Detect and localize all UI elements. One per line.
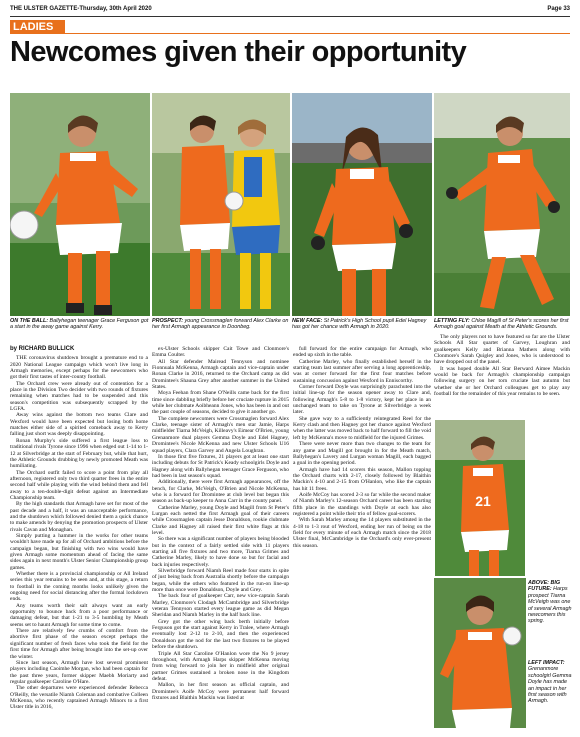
section-label: LADIES xyxy=(10,20,65,34)
article-column-3: full forward for the entire campaign for Armagh, who ended up sixth in the table. Catherine Marley, who finally established herself in the starting team last summer after serving a long apprenticeship, was at corner forward for the first four matches before sustaining concussion against Wexford in Enniscorthy. Corner forward Doyle was surprisingly parachuted into the initial line-up for the season opener away to Clare and, following Armagh's 5-8 to 1-8 victory, kept her place in an unchanged team to take on Tyrone at Silverbridge a week later. She gave way to a sufficiently reintegrated Reel for the Kerry clash and then Hagney got her chance against Wexford when the latter was moved back to half forward to fill the void left by McKenna's move to midfield for the injured Grimes. There were never more than two changes to the team for any game and Magill got brought in for the Meath match, Ballyhegan's Lavery and Lurgan woman Magill, each bagged a goal in the opening period. Armagh have had 14 scorers this season, Mallon topping the Orchard charts with 2-17, closely followed by Blaithin Mackin's 4-10 and 2-15 from O'Hanlon, who like the captain has hit 11 frees. Aoife McCoy has scored 2-3 so far while the second maker of Niamh Marley's 12-season Orchard career has been starting fifth place in the standings with Doyle at each has also registered a point while their trio of fellow goal-scorers. With Sarah Marley among the 14 players substituted in the 4-18 to 1-3 rout of Wexford, ending her run of being on the field for every minute of each Armagh match since the 2018 Ulster final, McCambridge is the Orchard's only ever-present this season. xyxy=(293,346,431,549)
photo-new-face xyxy=(292,93,432,316)
caption-3: NEW FACE: St Patrick's High School pupil Edel Hagney has got her chance with Armagh in 2020. xyxy=(292,318,427,331)
photo-two-players xyxy=(152,93,290,316)
byline: by RICHARD BULLICK xyxy=(10,346,75,352)
article-column-1: by RICHARD BULLICK THE coronavirus shutdown brought a premature end to a 2020 National League campaign which won't live long in Armagh memories, except perhaps for the newcomers who got their first tastes of inter-county football. The Orchard crew were already out of contention for a place in the Division Two decider with two rounds of fixtures remaining when matches had to be suspended and this season's competition was subsequently scrapped by the LGFA. Away wins against the bottom two teams Clare and Wexford would have been expected but losing both home matches either side of a spirited comeback away to Kerry falling just short was deeply disappointing. Ronan Murphy's side suffered a first league loss to traditional rivals Tyrone since 1996 when edged out 1-14 to 1-12 at Silverbridge at the start of February but, while that hurt, the Athletic Grounds drubbing by newly promoted Meath was humiliating. The Orchard outfit failed to score a point from play all afternoon, registered only two third quarter frees in the entire second half while playing with the wind behind them and fell away to a ten-double-digit defeat against an Intermediate Championship team. By the high standards that Armagh have set for most of the past decade and a half, it was an unacceptable performance, and the shutdown which followed denied them a quick chance to make amends by denying the promotion prospects of Ulster rivals Cavan and Monaghan. Simply putting a hammer in the works for other teams wouldn't have made up for all of Orchard ambitions before the campaign began, but finishing with two wins would have given Armagh some momentum ahead of facing the same sides again in next month's Ulster Senior Championship group games. Whether there is a provincial championship or All Ireland series this year remains to be seen and, at this stage, a return to football in the coming months looks unlikely given the ongoing need for social distancing after the formal lockdown ends. Any teams worth their salt always want an early opportunity to bounce back from a poor performance or damaging defeat, but that 1-21 to 3-5 humbling by Meath seems set to haunt Armagh for some time to come. There are relatively few crumbs of comfort from the abortive first phase of the season except perhaps the significant number of fresh faces who took the field for the first time for Armagh after being brought into the set-up over the winter. Since last season, Armagh have lost several prominent players including Caoimhe Morgan, who had been captain for the past three years, former skipper Maebh Moriarty and regular goalkeeper Caroline O'Hare. The other departures were experienced defender Rebecca O'Reilly, the versatile Niamh Coleman and combative Colleen McKenna, who recently captained Armagh Minors to a first Ulster title in 2016, xyxy=(10,346,148,711)
photo-ball-player xyxy=(10,93,150,316)
headline: Newcomes given their opportunity xyxy=(10,36,467,68)
photo-letting-fly xyxy=(434,93,570,316)
caption-1: ON THE BALL: Ballyhegan teenager Grace Ferguson got a start in the away game against Kerry. xyxy=(10,318,149,331)
page-header xyxy=(10,4,570,17)
masthead: THE ULSTER GAZETTE-Thursday, 30th April 2020 xyxy=(10,6,152,12)
caption-4: LETTING FLY: Chloe Magill of St Peter's scores her first Armagh goal against Meath at the Athletic Grounds. xyxy=(434,318,569,331)
photo-big-future xyxy=(435,420,525,576)
caption-2: PROSPECT: young Crossmaglen forward Alex Clarke on her first Armagh appearance in Doonbeg. xyxy=(152,318,289,331)
article-column-2: ex-Ulster Schools skipper Cait Towe and Clonmore's Emma Coulter. All Star defender Mairead Tennyson and nominee Fionnuala McKenna, Armagh captain and vice-captain under Ronan Clarke in 2016, returned to the Orchard camp as did Dromintee's Shauna Grey after another summer in the United States. Moya Feehan from Shane O'Neills came back for the first time since dabbling briefly before her cruciate rupture in 2015 while her clubmate Aoibheann Jones, who has been in and out the past couple of seasons, decided to give it another go. The complete newcomers were Crossmaglen forward Alex Clarke, teenage sister of Armagh's men star Jamie, Harps midfielder Tiarna McVeigh, Killeavy's Eimear O'Brien, young Grenanmore dual players Gemma Doyle and Edel Hagney, Dromintee's Nicole McKenna and new Ulster Schools U16 squad players, Clara Garvey and Angela Loughran. In those first five fixtures, 21 players got at least one start including debuts for St Patrick's Keady schoolgirls Doyle and Hagney along with Ballyhegan teenager Grace Ferguson, who had been in last season's squad. Additionally, there were first Armagh appearances, off the bench, for Clarke, McVeigh, O'Brien and Nicole McKenna, who is a forward for Dromintee at club level but began this season as back-up keeper to Anna Carr in the county panel. Catherine Marley, young Doyle and Magill from St Peter's Lurgan each netted the first Armagh goal of their careers while Crossmaglen captain Jesse Donaldson, rookie clubmate Clarke and Hagney all raised their first white flags at this level. So there was a significant number of players being blooded but in the context of a fairly settled side with 11 players starting all five fixtures and two more, Tiarna Grimes and Catherine Marley, likely to have done so but for facial and back injuries respectively. Silverbridge forward Niamh Reel made four starts in spite of just being back from Australia shortly before the campaign began, while the others who featured in the run-on line-up more than once were Donaldson, Doyle and Grey. The back four of goalkeeper Carr, new vice-captain Sarah Marley, Clonmore's Clodagh McCambridge and Silverbridge veteran Tennyson started every league game as did Megan Sheridan and Niamh Marley in the half back line. Grey got the other wing back berth initially before Ferguson got the start against Kerry in Tralee, where Armagh eventually lost 2-12 to 2-10, and then the experienced Donaldson got the nod for the last two fixtures to be played before the shutdown. Triple All Star Caroline O'Hanlon wore the No 9 jersey throughout, with Armagh Harps skipper McKenna moving from wing forward to join her in midfield after original partner Grimes sustained a broken nose in the Kingdom defeat. Mallon, in her first season as official captain, and Dromintee's Aoife McCoy were permanent half forward fixtures and Blaithin Mackin was listed at xyxy=(152,346,290,701)
page-number: Page 33 xyxy=(547,6,570,12)
photo-left-impact xyxy=(434,578,526,728)
side-caption-above: ABOVE: BIG FUTURE: Harps prospect Tiarna McVeigh was one of several Armagh newcomers this spring. xyxy=(528,580,572,625)
side-caption-left: LEFT IMPACT: Grenanmore schoolgirl Gemma Doyle has made an impact in her first season with Armagh. xyxy=(528,660,572,705)
article-column-4: The only players not to have featured so far are the Ulster Schools All Star quartet of Garvey, Loughran and goalkeepers Kelly and Brianna Mathers along with Clonmore's Sarah Quigley and Jones, who is understood to have dropped out of the panel. It was hoped double All Star Berward Aimee Mackin would be back for Armagh's championship campaign following surgery on her torn cruciate last autumn but whether she or her Orchard colleagues get to play any football for the remainder of this year remains to be seen. xyxy=(434,334,570,398)
svg-text:21: 21 xyxy=(475,493,491,509)
